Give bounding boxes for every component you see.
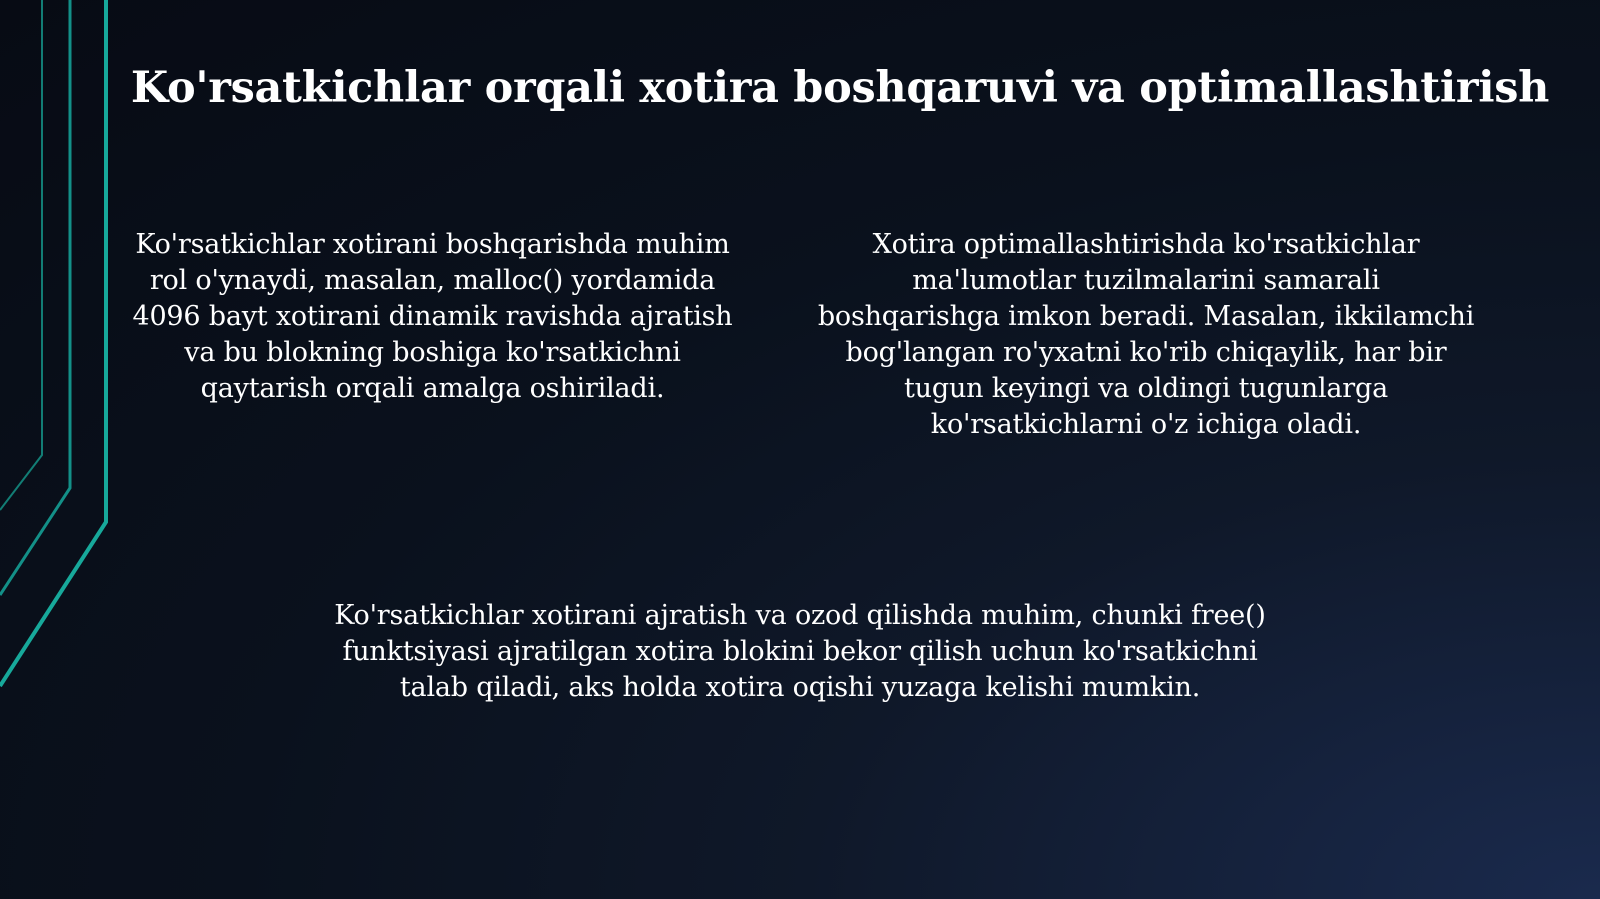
paragraph-line: ko'rsatkichlarni o'z ichiga oladi.: [930, 409, 1362, 440]
paragraph-line: Ko'rsatkichlar xotirani ajratish va ozod qilishda muhim, chunki free(): [334, 600, 1266, 631]
paragraph-line: boshqarishga imkon beradi. Masalan, ikkilamchi: [817, 301, 1475, 332]
paragraph-line: funktsiyasi ajratilgan xotira blokini bekor qilish uchun ko'rsatkichni: [342, 636, 1258, 667]
paragraph-right: [787, 227, 1505, 443]
paragraph-line: rol o'ynaydi, masalan, malloc() yordamida: [149, 265, 716, 296]
paragraph-line: Xotira optimallashtirishda ko'rsatkichlar: [872, 229, 1420, 260]
slide-title: Ko'rsatkichlar orqali xotira boshqaruvi va optimallashtirish: [130, 63, 1550, 113]
accent-line-middle: [0, 0, 70, 595]
paragraph-line: talab qiladi, aks holda xotira oqishi yuzaga kelishi mumkin.: [399, 672, 1201, 703]
paragraph-line: Ko'rsatkichlar xotirani boshqarishda muhim: [135, 229, 730, 260]
paragraph-left: [95, 227, 770, 407]
paragraph-bottom: [270, 598, 1330, 706]
decorative-circuit-lines: [0, 0, 120, 899]
accent-line-inner: [0, 0, 42, 510]
paragraph-line: qaytarish orqali amalga oshiriladi.: [200, 373, 665, 404]
accent-line-outer: [0, 0, 106, 686]
paragraph-line: ma'lumotlar tuzilmalarini samarali: [912, 265, 1380, 296]
paragraph-line: 4096 bayt xotirani dinamik ravishda ajratish: [132, 301, 733, 332]
paragraph-line: tugun keyingi va oldingi tugunlarga: [904, 373, 1388, 404]
paragraph-line: va bu blokning boshiga ko'rsatkichni: [184, 337, 681, 368]
paragraph-line: bog'langan ro'yxatni ko'rib chiqaylik, har bir: [845, 337, 1447, 368]
